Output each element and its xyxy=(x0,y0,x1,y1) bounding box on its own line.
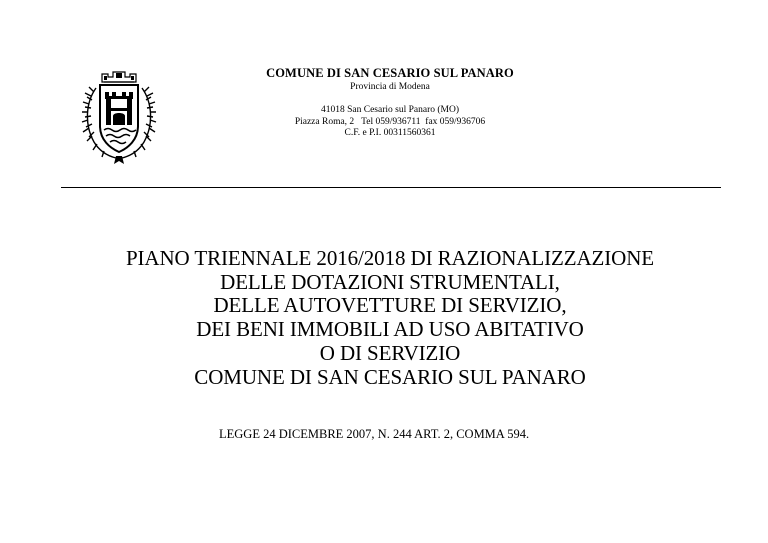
contact-line: Piazza Roma, 2 Tel 059/936711 fax 059/936706 xyxy=(294,116,486,127)
title-line: DELLE DOTAZIONI STRUMENTALI, xyxy=(220,269,560,294)
municipality-name: COMUNE DI SAN CESARIO SUL PANARO xyxy=(266,66,514,80)
title-line: DELLE AUTOVETTURE DI SERVIZIO, xyxy=(213,293,567,318)
title-line: COMUNE DI SAN CESARIO SUL PANARO xyxy=(194,364,586,389)
title-line: PIANO TRIENNALE 2016/2018 DI RAZIONALIZZAZIONE xyxy=(125,246,655,270)
law-reference: LEGGE 24 DICEMBRE 2007, N. 244 ART. 2, COMMA 594. xyxy=(219,427,530,441)
address-block xyxy=(190,105,590,140)
fiscal-code: C.F. e P.I. 00311560361 xyxy=(344,128,436,138)
coat-of-arms-icon xyxy=(80,68,158,166)
letterhead xyxy=(190,66,590,140)
title-line: DEI BENI IMMOBILI AD USO ABITATIVO xyxy=(196,317,584,342)
header-divider xyxy=(61,187,721,188)
document-title xyxy=(40,247,740,389)
postal-address: 41018 San Cesario sul Panaro (MO) xyxy=(321,105,459,115)
province-line: Provincia di Modena xyxy=(350,82,430,92)
title-line: O DI SERVIZIO xyxy=(319,340,461,365)
